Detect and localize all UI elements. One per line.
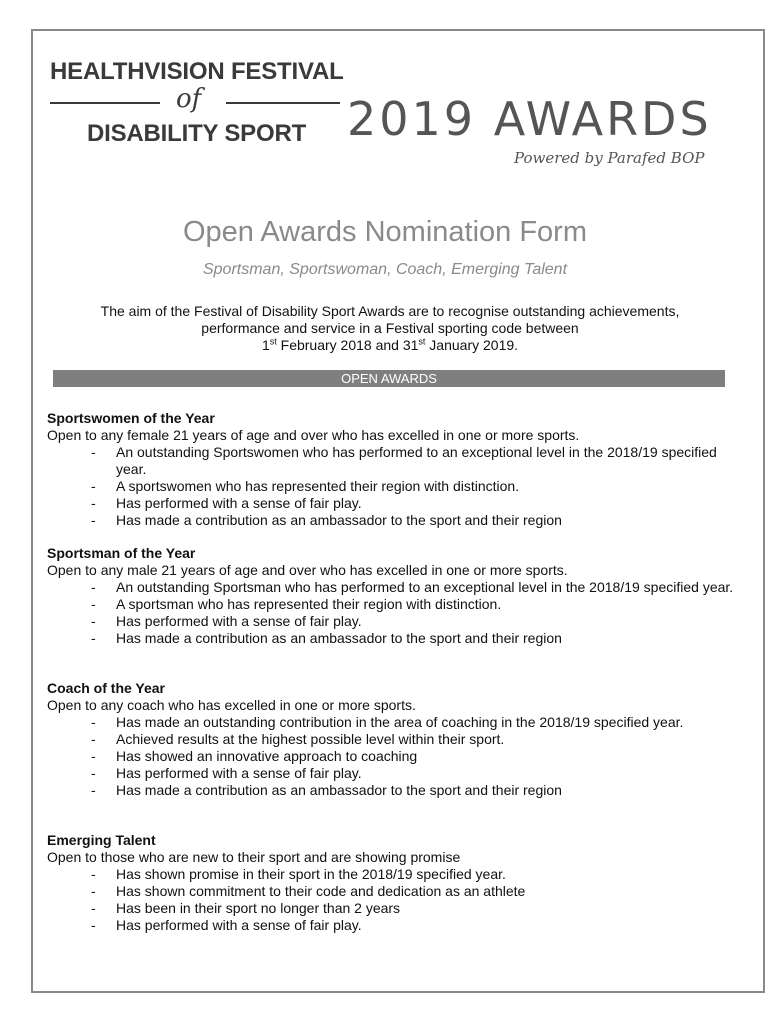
list-item — [47, 714, 737, 731]
section-description: Open to any female 21 years of age and over who has excelled in one or more sports. — [47, 427, 580, 443]
criterion-text: An outstanding Sportsman who has performed to an exceptional level in the 2018/19 specified year. — [116, 579, 734, 595]
award-section-coach — [47, 680, 737, 799]
section-description: Open to those who are new to their sport and are showing promise — [47, 849, 461, 865]
form-title: Open Awards Nomination Form — [182, 216, 588, 248]
section-description: Open to any coach who has excelled in one or more sports. — [47, 697, 416, 713]
section-heading: Sportswomen of the Year — [47, 410, 215, 426]
dash-bullet: - — [91, 596, 96, 612]
criterion-text: Has made a contribution as an ambassador to the sport and their region — [116, 630, 562, 646]
criterion-text: Achieved results at the highest possible level within their sport. — [116, 731, 505, 747]
list-item — [47, 917, 737, 934]
criterion-text: Has performed with a sense of fair play. — [116, 917, 362, 933]
section-heading: Sportsman of the Year — [47, 545, 196, 561]
intro-date2-sup: st — [418, 336, 426, 347]
criterion-text: Has performed with a sense of fair play. — [116, 495, 362, 511]
criteria-list — [47, 579, 737, 647]
criteria-list — [47, 444, 737, 529]
dash-bullet: - — [91, 630, 96, 646]
list-item — [47, 478, 737, 495]
dash-bullet: - — [91, 883, 96, 899]
logo-festival-text: HEALTHVISION FESTIVAL — [50, 58, 344, 85]
criterion-text: Has made an outstanding contribution in the area of coaching in the 2018/19 specified year. — [116, 714, 684, 730]
section-description: Open to any male 21 years of age and over who has excelled in one or more sports. — [47, 562, 568, 578]
form-subtitle: Sportsman, Sportswoman, Coach, Emerging Talent — [202, 261, 568, 278]
open-awards-banner: OPEN AWARDS — [53, 370, 725, 387]
award-section-sportswomen — [47, 410, 737, 529]
list-item — [47, 883, 737, 900]
dash-bullet: - — [91, 714, 96, 730]
criterion-text: Has been in their sport no longer than 2 years — [116, 900, 401, 916]
dash-bullet: - — [91, 748, 96, 764]
list-item — [47, 866, 737, 883]
criterion-text: Has shown promise in their sport in the 2018/19 specified year. — [116, 866, 506, 882]
list-item — [47, 630, 737, 647]
dash-bullet: - — [91, 444, 96, 460]
criterion-text: A sportswomen who has represented their region with distinction. — [116, 478, 520, 494]
dash-bullet: - — [91, 495, 96, 511]
criterion-text: Has shown commitment to their code and dedication as an athlete — [116, 883, 526, 899]
list-item — [47, 748, 737, 765]
dash-bullet: - — [91, 900, 96, 916]
logo-of-text: of — [176, 84, 202, 114]
intro-line-2: performance and service in a Festival sporting code between — [201, 320, 579, 336]
list-item — [47, 596, 737, 613]
dash-bullet: - — [91, 731, 96, 747]
list-item — [47, 782, 737, 799]
award-section-sportsman — [47, 545, 737, 647]
criterion-text: A sportsman who has represented their region with distinction. — [116, 596, 502, 612]
intro-line-3 — [60, 337, 720, 354]
dash-bullet: - — [91, 512, 96, 528]
list-item — [47, 444, 737, 478]
dash-bullet: - — [91, 478, 96, 494]
award-section-emerging-talent — [47, 832, 737, 934]
criterion-text: Has performed with a sense of fair play. — [116, 765, 362, 781]
list-item — [47, 900, 737, 917]
criterion-text: Has performed with a sense of fair play. — [116, 613, 362, 629]
section-heading: Emerging Talent — [47, 832, 156, 848]
logo-sport-text: DISABILITY SPORT — [87, 120, 307, 147]
criterion-text: Has made a contribution as an ambassador to the sport and their region — [116, 512, 562, 528]
intro-paragraph — [60, 303, 720, 354]
logo-awards-text: 2019 AWARDS — [347, 92, 712, 146]
dash-bullet: - — [91, 765, 96, 781]
criteria-list — [47, 714, 737, 799]
logo-divider-left — [50, 102, 160, 104]
intro-date2-rest: January 2019. — [425, 337, 519, 353]
logo-divider-right — [226, 102, 340, 104]
list-item — [47, 495, 737, 512]
dash-bullet: - — [91, 866, 96, 882]
logo-powered-by: Powered by Parafed BOP — [514, 149, 705, 167]
list-item — [47, 512, 737, 529]
dash-bullet: - — [91, 917, 96, 933]
dash-bullet: - — [91, 579, 96, 595]
list-item — [47, 731, 737, 748]
list-item — [47, 579, 737, 596]
intro-date1-num: 1 — [261, 337, 270, 353]
criterion-text: Has made a contribution as an ambassador to the sport and their region — [116, 782, 562, 798]
list-item — [47, 765, 737, 782]
intro-line-1: The aim of the Festival of Disability Sport Awards are to recognise outstanding achievements, — [100, 303, 680, 319]
intro-date1-sup: st — [269, 336, 277, 347]
dash-bullet: - — [91, 782, 96, 798]
section-heading: Coach of the Year — [47, 680, 166, 696]
list-item — [47, 613, 737, 630]
criteria-list — [47, 866, 737, 934]
intro-date1-rest: February 2018 and 31 — [276, 337, 419, 353]
criterion-text: An outstanding Sportswomen who has performed to an exceptional level in the 2018/19 specified year. — [116, 444, 717, 477]
criterion-text: Has showed an innovative approach to coaching — [116, 748, 418, 764]
dash-bullet: - — [91, 613, 96, 629]
